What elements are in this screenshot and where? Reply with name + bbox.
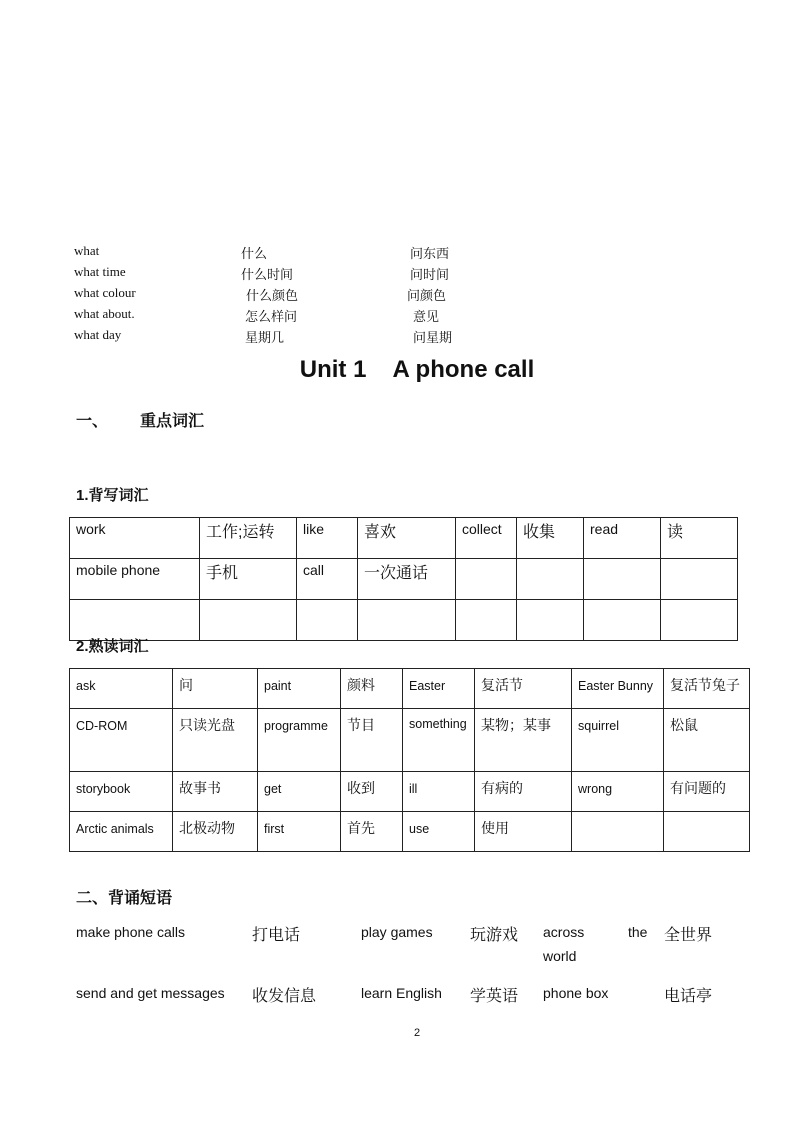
phrase-zh: 全世界 bbox=[664, 927, 713, 944]
table-cell: 复活节兔子 bbox=[664, 669, 750, 709]
table-cell: read bbox=[584, 518, 661, 559]
phrase-zh: 打电话 bbox=[252, 927, 301, 944]
table-cell: CD-ROM bbox=[70, 709, 173, 772]
phrase-zh: 玩游戏 bbox=[470, 927, 519, 944]
table-row bbox=[70, 559, 738, 600]
page-number: 2 bbox=[413, 1027, 421, 1039]
table-row bbox=[70, 518, 738, 559]
table-cell bbox=[584, 600, 661, 641]
table-cell bbox=[200, 600, 297, 641]
phrase-en: across bbox=[543, 924, 585, 940]
what-list-zh: 星期几 bbox=[245, 330, 285, 345]
table-cell: squirrel bbox=[572, 709, 664, 772]
table-cell: first bbox=[258, 812, 341, 852]
table-cell: 北极动物 bbox=[173, 812, 258, 852]
table-cell: Arctic animals bbox=[70, 812, 173, 852]
table-cell: 喜欢 bbox=[358, 518, 456, 559]
phrase-en: learn English bbox=[361, 985, 442, 1001]
table-cell: like bbox=[297, 518, 358, 559]
phrase-en: make phone calls bbox=[76, 924, 185, 940]
table-cell: something bbox=[403, 709, 475, 772]
what-list-en: what about. bbox=[74, 306, 135, 321]
phrase-en: world bbox=[543, 948, 577, 964]
table-row bbox=[70, 812, 750, 852]
table-cell bbox=[456, 600, 517, 641]
table-cell: 有问题的 bbox=[664, 772, 750, 812]
what-list-en: what time bbox=[74, 264, 126, 279]
section-1-label: 重点词汇 bbox=[140, 413, 205, 430]
sub-heading-2: 2.熟读词汇 bbox=[76, 638, 149, 655]
table-row bbox=[70, 772, 750, 812]
table-cell bbox=[584, 559, 661, 600]
table-cell: 使用 bbox=[475, 812, 572, 852]
table-cell: 收到 bbox=[341, 772, 403, 812]
page-title bbox=[0, 356, 794, 384]
what-list-zh: 什么颜色 bbox=[246, 288, 299, 303]
what-list-use: 问颜色 bbox=[407, 288, 447, 303]
table-cell: programme bbox=[258, 709, 341, 772]
what-list-zh: 什么时间 bbox=[241, 267, 294, 282]
what-list-use: 问星期 bbox=[413, 330, 453, 345]
table-cell: 读 bbox=[661, 518, 738, 559]
table-cell: 复活节 bbox=[475, 669, 572, 709]
table-cell: Easter Bunny bbox=[572, 669, 664, 709]
unit-name: A phone call bbox=[392, 356, 535, 383]
table-cell: work bbox=[70, 518, 200, 559]
table-cell: ill bbox=[403, 772, 475, 812]
table-cell: ask bbox=[70, 669, 173, 709]
section-1-number: 一、 bbox=[76, 413, 109, 430]
table-cell: use bbox=[403, 812, 475, 852]
what-list-use: 意见 bbox=[413, 309, 440, 324]
table-cell: 一次通话 bbox=[358, 559, 456, 600]
what-list-en: what bbox=[74, 243, 100, 258]
table-cell: 手机 bbox=[200, 559, 297, 600]
vocab-table-read bbox=[69, 668, 750, 852]
table-cell: paint bbox=[258, 669, 341, 709]
table-cell: 首先 bbox=[341, 812, 403, 852]
table-cell: wrong bbox=[572, 772, 664, 812]
table-row bbox=[70, 669, 750, 709]
table-cell bbox=[572, 812, 664, 852]
table-cell: collect bbox=[456, 518, 517, 559]
table-cell: 松鼠 bbox=[664, 709, 750, 772]
phrase-en: send and get messages bbox=[76, 985, 225, 1001]
table-cell: mobile phone bbox=[70, 559, 200, 600]
table-row bbox=[70, 600, 738, 641]
table-cell bbox=[297, 600, 358, 641]
table-cell: Easter bbox=[403, 669, 475, 709]
what-list-use: 问时间 bbox=[410, 267, 450, 282]
table-cell: 某物；某事 bbox=[475, 709, 572, 772]
table-cell bbox=[661, 559, 738, 600]
section-1-heading bbox=[76, 408, 204, 431]
table-cell: 问 bbox=[173, 669, 258, 709]
what-list-en: what day bbox=[74, 327, 122, 342]
table-cell bbox=[664, 812, 750, 852]
table-cell: 故事书 bbox=[173, 772, 258, 812]
phrase-en: the bbox=[628, 924, 648, 940]
table-cell: call bbox=[297, 559, 358, 600]
phrase-zh: 学英语 bbox=[470, 988, 519, 1005]
unit-label: Unit 1 bbox=[299, 356, 367, 383]
phrase-zh: 电话亭 bbox=[664, 988, 713, 1005]
table-cell: 只读光盘 bbox=[173, 709, 258, 772]
sub-heading-1: 1.背写词汇 bbox=[76, 487, 149, 504]
table-cell: 收集 bbox=[517, 518, 584, 559]
table-row bbox=[70, 709, 750, 772]
table-cell: get bbox=[258, 772, 341, 812]
phrase-en: phone box bbox=[543, 985, 609, 1001]
what-list-zh: 什么 bbox=[241, 246, 268, 261]
table-cell: 颜料 bbox=[341, 669, 403, 709]
vocab-table-write bbox=[69, 517, 738, 641]
table-cell: 节目 bbox=[341, 709, 403, 772]
phrase-zh: 收发信息 bbox=[252, 988, 317, 1005]
table-cell: storybook bbox=[70, 772, 173, 812]
table-cell bbox=[517, 559, 584, 600]
section-2-heading: 二、背诵短语 bbox=[76, 890, 173, 907]
table-cell: 工作;运转 bbox=[200, 518, 297, 559]
table-cell bbox=[456, 559, 517, 600]
what-list-en: what colour bbox=[74, 285, 136, 300]
table-cell bbox=[517, 600, 584, 641]
phrase-en: play games bbox=[361, 924, 433, 940]
table-cell bbox=[358, 600, 456, 641]
table-cell bbox=[661, 600, 738, 641]
what-list-use: 问东西 bbox=[410, 246, 450, 261]
what-list-zh: 怎么样问 bbox=[245, 309, 298, 324]
table-cell: 有病的 bbox=[475, 772, 572, 812]
